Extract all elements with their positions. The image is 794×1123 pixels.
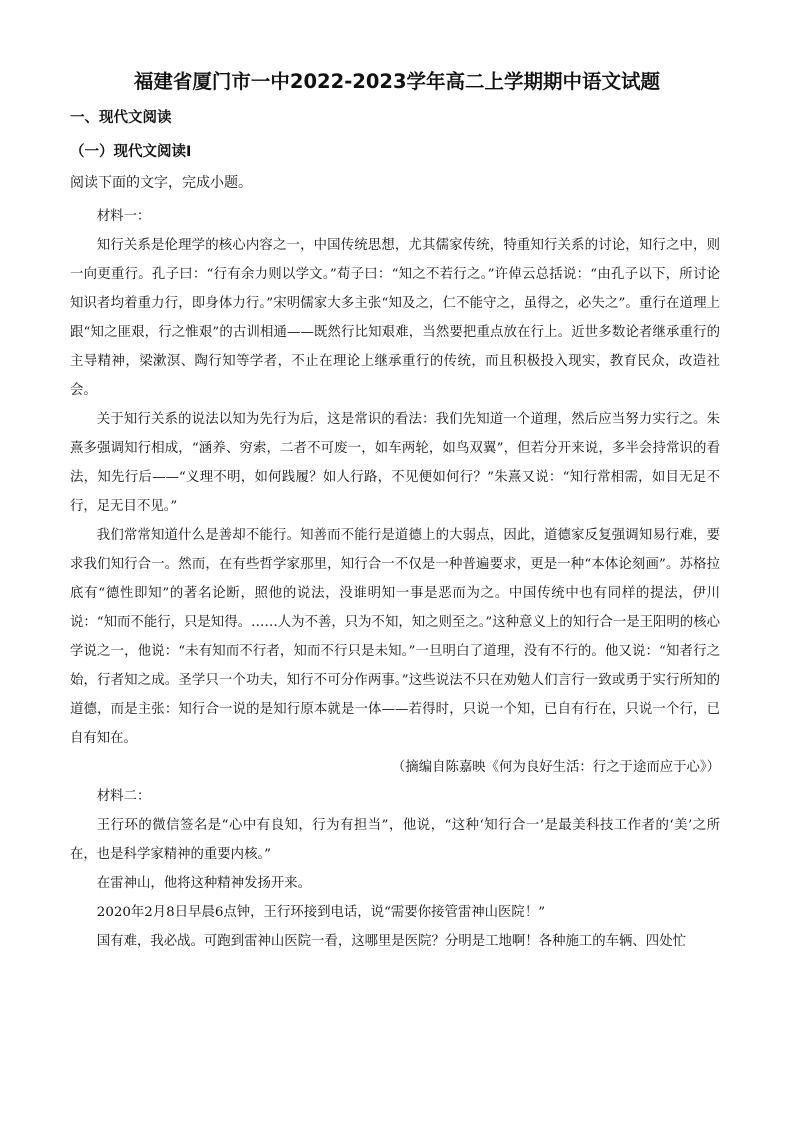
paragraph: 关于知行关系的说法以知为先行为后，这是常识的看法：我们先知道一个道理，然后应当努力实行之。朱熹多强调知行相成，“涵养、穷索，二者不可废一，如车两轮，如鸟双翼”，但若分开来说，多半会持常识的看法，知先行后——“义理不明，如何践履？如人行路，不见便如何行？”朱熹又说：“知行常相需，如目无足不行，足无目不见。” bbox=[70, 412, 720, 514]
material-label: 材料二： bbox=[96, 789, 151, 804]
subsection-heading: （一）现代文阅读Ⅰ bbox=[70, 144, 192, 160]
paragraph: 王行环的微信签名是“心中有良知，行为有担当”，他说，“这种‘知行合一’是最美科技工作者的‘美’之所在，也是科学家精神的重要内核。” bbox=[70, 818, 720, 862]
instruction-text: 阅读下面的文字，完成小题。 bbox=[70, 175, 252, 191]
section-heading: 一、现代文阅读 bbox=[70, 110, 172, 126]
paragraph: 国有难，我必战。可跑到雷神山医院一看，这哪里是医院？分明是工地啊！各种施工的车辆、四处忙 bbox=[96, 934, 686, 949]
paragraph: 在雷神山，他将这种精神发扬开来。 bbox=[96, 876, 312, 891]
page-title: 福建省厦门市一中2022-2023学年高二上学期期中语文试题 bbox=[133, 70, 661, 93]
material-label: 材料一： bbox=[96, 209, 151, 224]
paragraph: 2020年2月8日早晨6点钟，王行环接到电话，说“需要你接管雷神山医院！” bbox=[96, 905, 546, 920]
paragraph: 我们常常知道什么是善却不能行。知善而不能行是道德上的大弱点，因此，道德家反复强调知易行难，要求我们知行合一。然而，在有些哲学家那里，知行合一不仅是一种普遍要求，更是一种“本体论刻画”。苏格拉底有“德性即知”的著名论断，照他的说法，没谁明知一事是恶而为之。中国传统中也有同样的提法，伊川说：“知而不能行，只是知得。……人为不善，只为不知，知之则至之。”这种意义上的知行合一是王阳明的核心学说之一，他说：“未有知而不行者，知而不行只是未知。”一旦明白了道理，没有不行的。他又说：“知者行之始，行者知之成。圣学只一个功夫，知行不可分作两事。”这些说法不只在劝勉人们言行一致或勇于实行所知的道德，而是主张：知行合一说的是知行原本就是一体——若得时，只说一个知，已自有行在，只说一个行，已自有知在。 bbox=[70, 528, 720, 746]
source-citation: （摘编自陈嘉映《何为良好生活：行之于途而应于心》） bbox=[391, 760, 720, 775]
paragraph: 知行关系是伦理学的核心内容之一，中国传统思想，尤其儒家传统，特重知行关系的讨论，知行之中，则一向更重行。孔子曰：“行有余力则以学文。”荀子曰：“知之不若行之。”许倬云总括说：“由孔子以下，所讨论知识者均着重力行，即身体力行。”宋明儒家大多主张“知及之，仁不能守之，虽得之，必失之”。重行在道理上跟“知之匪艰，行之惟艰”的古训相通——既然行比知艰难，当然要把重点放在行上。近世多数论者继承重行的主导精神，梁漱溟、陶行知等学者，不止在理论上继承重行的传统，而且积极投入现实，教育民众，改造社会。 bbox=[70, 238, 720, 398]
reading-passage bbox=[70, 202, 720, 956]
